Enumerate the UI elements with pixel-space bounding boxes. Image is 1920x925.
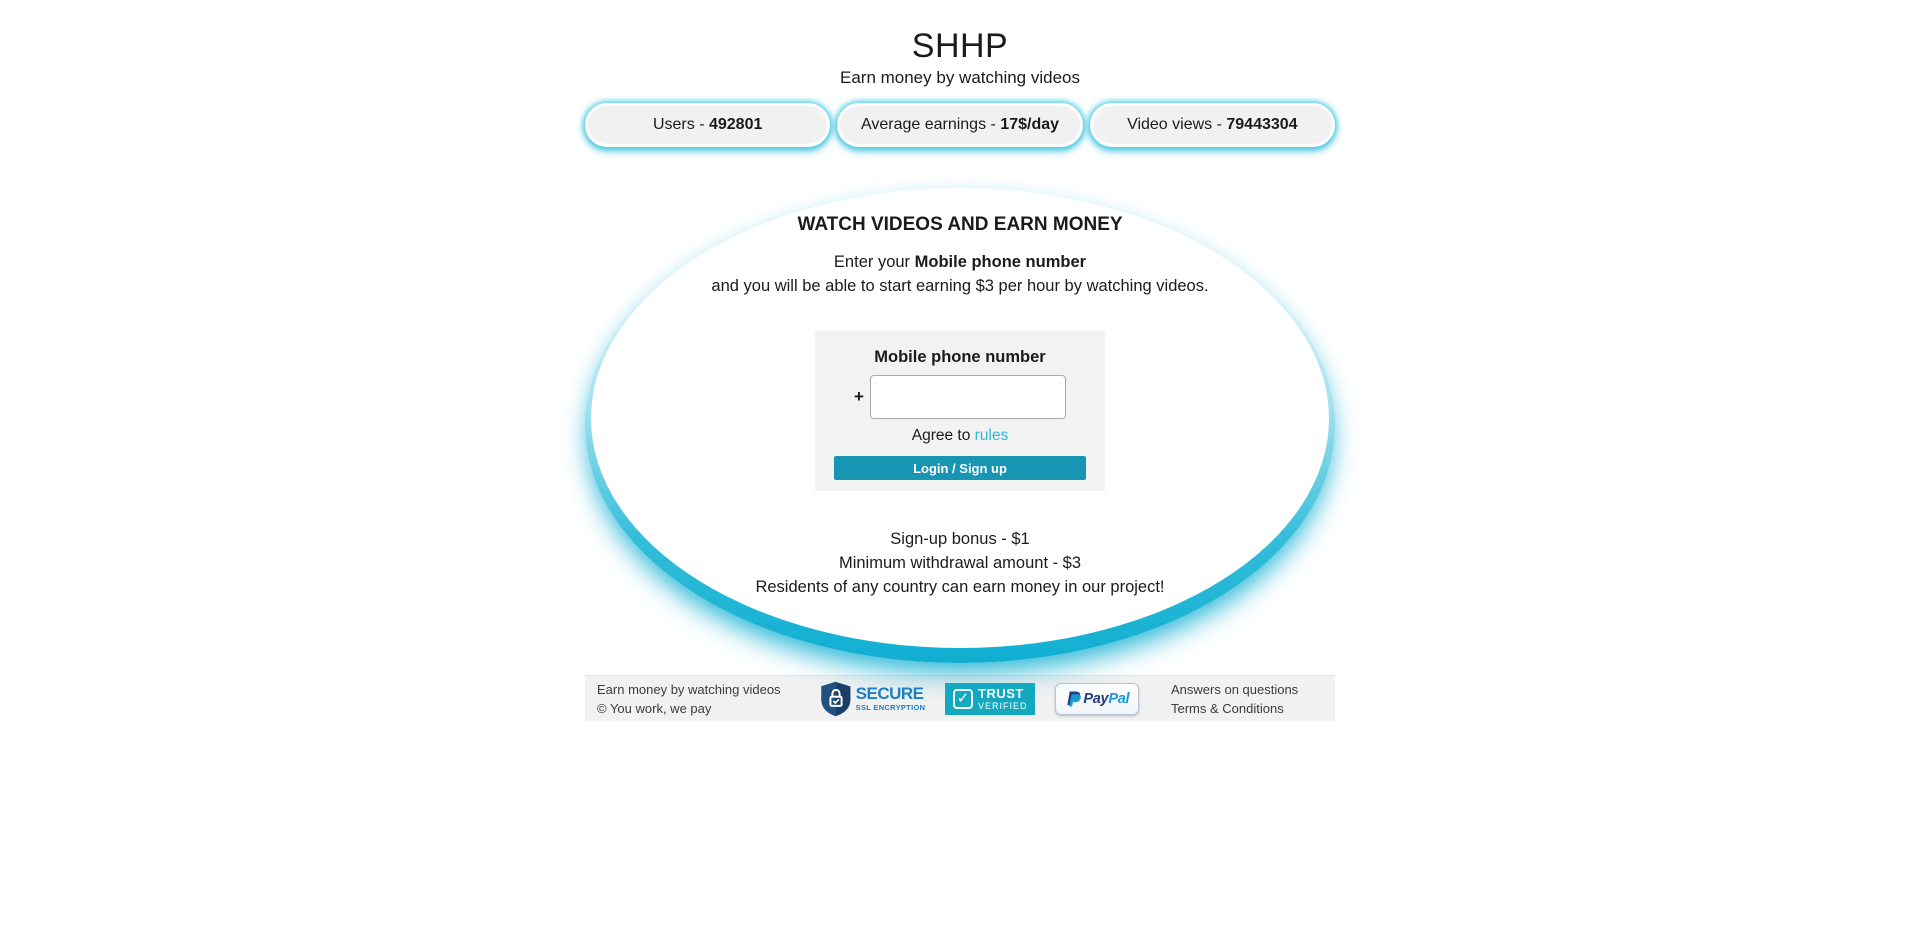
trust-check-icon: ✓ bbox=[953, 689, 973, 709]
phone-input[interactable] bbox=[870, 375, 1066, 419]
agree-text: Agree to bbox=[911, 427, 975, 445]
stat-pill-users bbox=[585, 103, 830, 147]
paypal-logo-icon bbox=[1065, 689, 1081, 709]
note-signup-bonus: Sign-up bonus - $1 bbox=[890, 530, 1030, 549]
note-min-withdrawal: Minimum withdrawal amount - $3 bbox=[838, 554, 1082, 573]
hero-intro bbox=[711, 250, 1208, 298]
footer bbox=[585, 675, 1335, 721]
hero-circle bbox=[585, 188, 1335, 663]
ssl-secure-badge bbox=[819, 681, 926, 717]
footer-right bbox=[1171, 680, 1323, 718]
hero-heading: WATCH VIDEOS AND EARN MONEY bbox=[797, 214, 1123, 236]
signup-form bbox=[815, 331, 1105, 491]
stats-row bbox=[585, 103, 1335, 147]
ssl-shield-icon bbox=[819, 681, 853, 717]
terms-link[interactable]: Terms & Conditions bbox=[1171, 700, 1284, 716]
paypal-wordmark bbox=[1083, 691, 1129, 707]
stat-pill-views bbox=[1090, 103, 1335, 147]
paypal-badge bbox=[1055, 683, 1139, 715]
stat-value: 79443304 bbox=[1226, 116, 1298, 134]
stat-label: Users - bbox=[652, 116, 709, 134]
trust-verified-badge bbox=[945, 683, 1035, 715]
site-subtitle: Earn money by watching videos bbox=[839, 68, 1081, 88]
trust-badge-title: TRUST bbox=[978, 685, 1024, 701]
footer-left bbox=[597, 680, 787, 718]
stat-value: 17$/day bbox=[1000, 116, 1060, 134]
footer-badges bbox=[787, 681, 1171, 717]
trust-badge-text bbox=[978, 687, 1028, 711]
plus-prefix: + bbox=[854, 387, 864, 407]
phone-input-row bbox=[854, 375, 1066, 419]
stat-value: 492801 bbox=[708, 116, 763, 134]
site-title: SHHP bbox=[911, 27, 1009, 65]
footer-tagline: Earn money by watching videos bbox=[597, 681, 781, 697]
paypal-word-pal: Pal bbox=[1108, 690, 1130, 707]
stat-label: Video views - bbox=[1127, 116, 1227, 134]
stat-pill-earnings bbox=[837, 103, 1082, 147]
note-residents: Residents of any country can earn money in our project! bbox=[755, 578, 1165, 597]
hero-notes bbox=[755, 527, 1164, 599]
site-header bbox=[585, 28, 1335, 88]
ssl-badge-text bbox=[855, 683, 926, 712]
stat-label: Average earnings - bbox=[860, 116, 1001, 134]
ssl-badge-subtitle: SSL ENCRYPTION bbox=[855, 702, 926, 712]
intro-prefix: Enter your bbox=[833, 253, 915, 272]
phone-label: Mobile phone number bbox=[874, 348, 1046, 367]
footer-copyright: © You work, we pay bbox=[597, 700, 712, 716]
trust-badge-subtitle: VERIFIED bbox=[978, 700, 1028, 711]
intro-line2: and you will be able to start earning $3 per hour by watching videos. bbox=[711, 277, 1209, 296]
paypal-word-pay: Pay bbox=[1083, 690, 1109, 707]
hero-content bbox=[585, 188, 1335, 663]
rules-link[interactable]: rules bbox=[974, 427, 1009, 445]
agree-line bbox=[912, 426, 1009, 445]
ssl-badge-title: SECURE bbox=[855, 683, 924, 703]
answers-link[interactable]: Answers on questions bbox=[1171, 681, 1299, 697]
login-signup-button[interactable]: Login / Sign up bbox=[834, 456, 1086, 480]
page-container bbox=[585, 0, 1335, 721]
intro-bold: Mobile phone number bbox=[914, 253, 1087, 272]
